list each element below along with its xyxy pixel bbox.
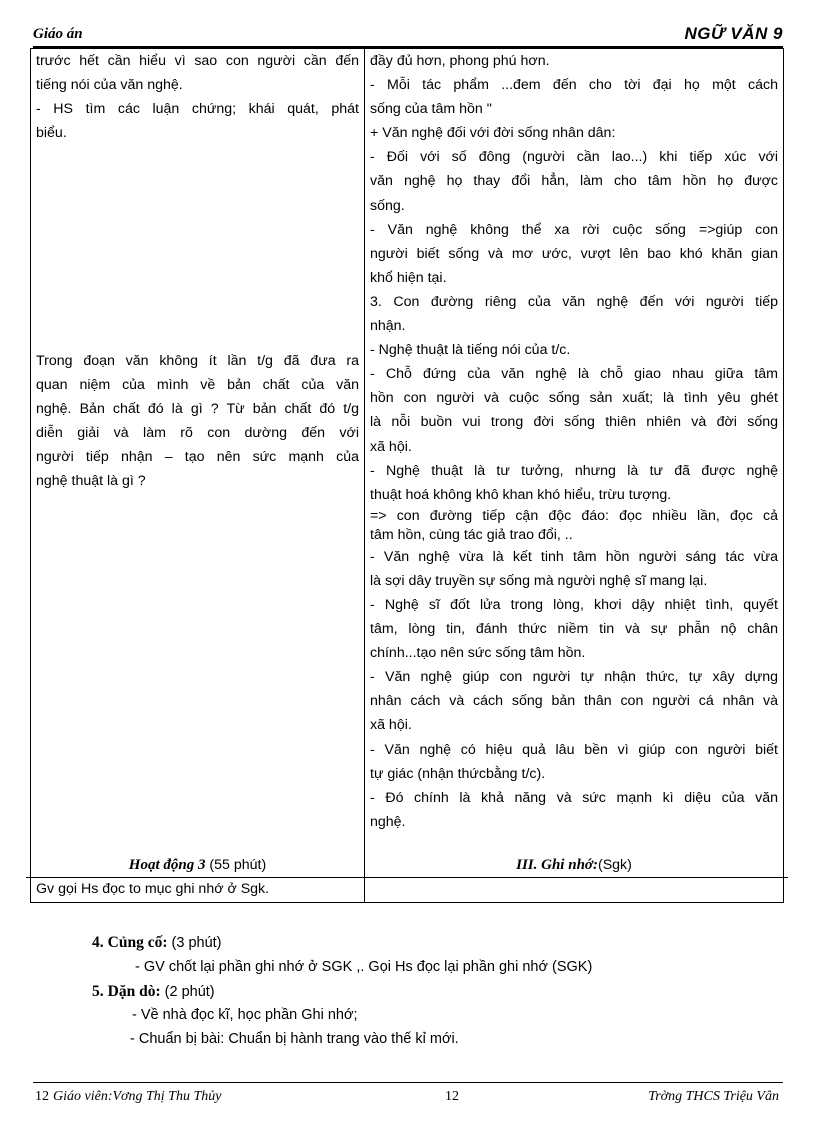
section-5-line-2: - Chuẩn bị bài: Chuẩn bị hành trang vào thế kỉ mới. [130,1031,459,1047]
text-line: nghệ. Bản chất đó là gì ? Từ bản chất đó t/g [36,401,359,418]
summary-note: (Sgk) [597,857,632,873]
summary-title: III. Ghi nhớ: [516,857,598,873]
text-line: nghệ. [370,813,406,830]
text-line: nghệ thuật là gì ? [36,473,146,490]
text-line: - Văn nghệ vừa là kết tinh tâm hồn người sáng tác vừa [370,548,778,565]
left-column [31,49,365,903]
activity-title: Hoạt động 3 [128,857,206,873]
text-line: xã hội. [370,438,412,455]
text-line: biểu. [36,125,67,142]
text-line: tâm, lòng tin, đánh thức niềm tin và sự phẫn nộ chân [370,621,778,638]
section-5-line-1: - Về nhà đọc kĩ, học phần Ghi nhớ; [132,1007,358,1023]
header-doc-type: Giáo án [33,26,83,42]
text-line: văn nghệ họ thay đổi hẳn, làm cho tâm hồn họ được [370,173,778,190]
footer-page-prefix: 12 [35,1089,49,1104]
text-line: trước hết cần hiểu vì sao con người cần đến [36,53,359,69]
text-line: diễn giải và làm rõ con dường đến với [36,425,359,442]
page-footer [33,1082,783,1109]
text-line: - Văn nghệ giúp con người tự nhận thức, tự xây dựng [370,669,778,686]
text-line: sống. [370,197,405,214]
text-line: 3. Con đường riêng của văn nghệ đến với người tiếp [370,293,778,310]
text-line: - Văn nghệ có hiệu quả lâu bền vì giúp con người biết [370,741,778,758]
text-line: xã hội. [370,717,412,734]
text-line: + Văn nghệ đối với đời sống nhân dân: [370,125,616,142]
text-line: người biết sống và mơ ước, vượt lên bao khó khăn gian [370,245,778,262]
text-line: khổ hiện tại. [370,269,447,286]
text-line: chính...tạo nên sức sống tâm hồn. [370,645,586,662]
text-line: nhân cách và cách sống bản thân con người cá nhân và [370,693,778,710]
text-line: => con đường tiếp cận độc đáo: đọc nhiều lần, đọc cả [370,507,778,524]
activity-text: Gv gọi Hs đọc to mục ghi nhớ ở Sgk. [36,881,270,898]
row-separator [26,877,369,878]
section-5-time: (2 phút) [160,984,215,1000]
right-column [365,49,784,903]
section-5-number: 5. [92,983,104,1000]
summary-block [370,853,778,877]
text-line: tự giác (nhận thứcbằng t/c). [370,765,546,782]
text-line: là nỗi buồn vui trong đời sống thiên nhiên và đời sống [370,414,778,431]
text-line: đầy đủ hơn, phong phú hơn. [370,53,550,69]
text-line: sống của tâm hồn " [370,101,492,118]
text-line: tâm hồn, cùng tác giả trao đổi, .. [370,526,573,543]
text-line: - Đó chính là khả năng và sức mạnh kì diệu của văn [370,789,778,806]
text-line: - Chỗ đứng của văn nghệ là chỗ giao nhau giữa tâm [370,366,778,383]
text-line: nhận. [370,318,406,335]
right-text-part-1 [370,49,778,507]
section-4-heading [92,934,222,952]
row-separator-right [360,877,788,878]
section-4-title: Củng cố: [107,934,168,951]
right-text-part-3 [370,545,778,834]
text-line: - HS tìm các luận chứng; khái quát, phát [36,101,359,118]
footer-page-number: 12 [445,1089,459,1104]
section-5-heading [92,983,215,1001]
activity-time: (55 phút) [209,857,267,873]
footer-school: Trờng THCS Triệu Vân [648,1089,779,1104]
section-4-number: 4. [92,934,104,951]
text-line: - Văn nghệ không thể xa rời cuộc sống =>giúp con [370,221,778,238]
section-5-title: Dặn dò: [107,983,161,1000]
text-line: - Nghệ thuật là tiếng nói của t/c. [370,342,571,359]
text-line: - Nghệ thuật là tư tưởng, nhưng là tư đã được nghệ [370,462,778,479]
text-line: người tiếp nhận – tạo nên sức mạnh của [36,449,359,466]
text-line: là sợi dây truyền sự sống mà người nghệ sĩ mang lại. [370,572,708,589]
text-line: - Đối với số đông (người cần lao...) khi tiếp xúc với [370,149,778,166]
header-subject: NGỮ VĂN 9 [684,24,783,43]
text-line: - Nghệ sĩ đốt lửa trong lòng, khơi dậy nhiệt tình, quyết [370,596,778,613]
page-header [33,26,783,48]
text-line: Trong đoạn văn không ít lần t/g đã đưa ra [36,353,359,369]
text-line: - Mỗi tác phẩm ...đem đến cho tời đại họ một cách [370,77,778,94]
section-4-time: (3 phút) [167,935,222,951]
text-line: hồn con người và cuộc sống sản xuất; là tình yêu ghét [370,390,778,407]
left-question-text [36,349,359,494]
text-line: quan niệm của mình về bản chất của văn [36,377,359,394]
section-4-line: - GV chốt lại phần ghi nhớ ở SGK ,. Gọi Hs đọc lại phần ghi nhớ (SGK) [135,959,593,975]
left-top-text [36,49,359,145]
lesson-table [30,48,784,903]
footer-teacher: Giáo viên:Vơng Thị Thu Thủy [53,1089,222,1104]
text-line: thuật hoá không khô khan khó hiểu, trừu tượng. [370,486,672,503]
text-line: tiếng nói của văn nghệ. [36,77,183,94]
right-text-part-2 [370,507,778,545]
